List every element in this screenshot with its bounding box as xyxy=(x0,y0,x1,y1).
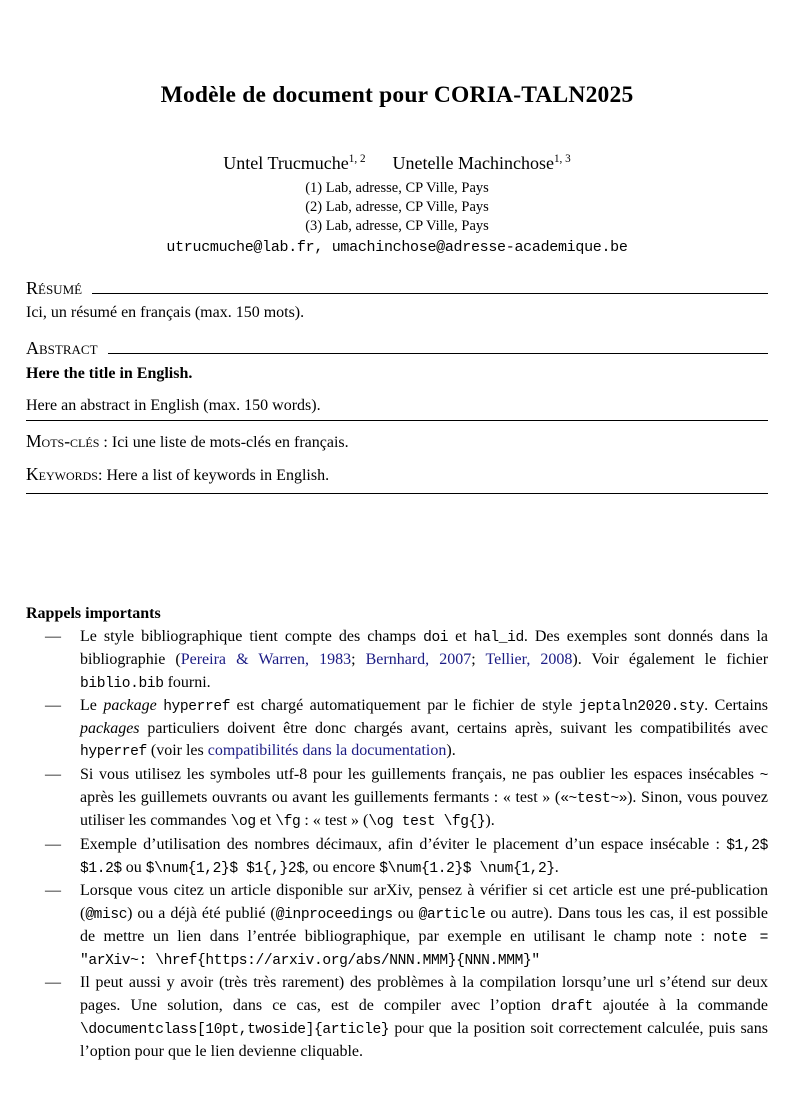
citation-link[interactable]: Bernhard, 2007 xyxy=(365,651,472,669)
text-segment: après les guillemets ouvrants ou avant les guillements fermants : « test » ( xyxy=(80,789,561,807)
list-item-text xyxy=(80,628,768,691)
code-inline: note = "arXiv~: \href{https://arxiv.org/abs/NNN.MMM}{NNN.MMM}" xyxy=(80,929,769,970)
text-segment: Untel Trucmuche xyxy=(223,153,349,173)
citation-link[interactable]: Pereira & Warren, 1983 xyxy=(180,651,352,669)
item-dash-marker: — xyxy=(45,628,61,645)
affiliation-line-3: (3) Lab, adresse, CP Ville, Pays xyxy=(305,218,489,234)
code-inline: ~ xyxy=(759,767,768,784)
affiliation-line-1: (1) Lab, adresse, CP Ville, Pays xyxy=(305,180,489,196)
text-segment: , ou encore xyxy=(304,858,380,876)
text-segment: et xyxy=(255,812,276,830)
item-dash-marker: — xyxy=(45,765,61,783)
keywords-text: Here a list of keywords in English. xyxy=(106,467,330,484)
abstract-rule xyxy=(108,353,768,354)
mots-cles-text: Ici une liste de mots-clés en français. xyxy=(111,434,349,451)
text-segment: ajoutée à la commande xyxy=(592,996,768,1014)
keywords-separator: : xyxy=(97,467,107,484)
code-inline: @article xyxy=(418,906,486,923)
text-segment: ou xyxy=(392,904,419,922)
text-segment: ) ou a déjà été publié ( xyxy=(127,904,276,922)
code-inline: \og test \fg{} xyxy=(368,814,486,831)
page-title: Modèle de document pour CORIA-TALN2025 xyxy=(160,82,634,108)
text-segment: . xyxy=(554,858,559,876)
list-item-text xyxy=(80,697,768,760)
resume-text: Ici, un résumé en français (max. 150 mots). xyxy=(26,304,305,321)
text-segment: Le style bibliographique tient compte des champs xyxy=(80,628,424,645)
abstract-block-bottom-rule xyxy=(26,493,768,494)
list-item xyxy=(26,834,768,881)
text-segment: package xyxy=(103,696,157,714)
code-inline: \documentclass[10pt,twoside]{article} xyxy=(80,1022,390,1039)
list-item xyxy=(26,695,768,764)
rappels-heading: Rappels importants xyxy=(26,605,161,622)
text-segment: fourni. xyxy=(163,673,211,691)
text-segment: packages xyxy=(80,720,140,738)
list-item xyxy=(26,972,768,1063)
author-affiliation-superscript: 1, 3 xyxy=(553,153,571,165)
affiliation-line-2: (2) Lab, adresse, CP Ville, Pays xyxy=(305,199,489,215)
citation-link[interactable]: Tellier, 2008 xyxy=(485,651,573,669)
text-segment: Si vous utilisez les symboles utf-8 pour les guillements français, ne pas oublier les espaces insécables xyxy=(80,765,760,783)
code-inline: draft xyxy=(550,998,593,1015)
affiliations-block xyxy=(26,179,768,236)
list-item-text xyxy=(80,974,768,1060)
code-inline: doi xyxy=(423,630,449,646)
text-segment: et xyxy=(448,628,474,645)
item-dash-marker: — xyxy=(45,835,61,853)
text-segment: Exemple d’utilisation des nombres décimaux, afin d’éviter le placement d’un espace insécable : xyxy=(80,835,727,853)
item-dash-marker: — xyxy=(45,696,61,714)
code-inline: \fg xyxy=(275,814,301,831)
keywords-line xyxy=(26,465,768,487)
author-affiliation-superscript: 1, 2 xyxy=(348,153,366,165)
code-inline: biblio.bib xyxy=(80,675,164,692)
text-segment: ). xyxy=(485,812,495,830)
text-segment: Il peut aussi y avoir (très très rarement) des problèmes à la compilation lorsqu’une url s’étend sur deux pages. Une solution, dans ce cas, est de compiler avec l’option xyxy=(80,974,768,1014)
code-inline: jeptaln2020.sty xyxy=(578,698,705,715)
code-inline: hal_id xyxy=(473,630,524,646)
list-item-text xyxy=(80,766,768,830)
resume-heading xyxy=(26,279,768,298)
text-segment: ou xyxy=(121,858,146,876)
author-emails[interactable]: utrucmuche@lab.fr, umachinchose@adresse-academique.be xyxy=(166,239,628,256)
text-segment: : « test » ( xyxy=(300,812,369,830)
rappels-list xyxy=(26,626,768,1064)
code-inline: $\num{1.2}$ \num{1,2} xyxy=(379,860,555,877)
list-item xyxy=(26,764,768,834)
code-inline: \og xyxy=(230,814,256,831)
list-item xyxy=(26,880,768,972)
resume-label: Résumé xyxy=(26,278,83,298)
code-inline: $\num{1,2}$ $1{,}2$ xyxy=(145,860,305,877)
english-title: Here the title in English. xyxy=(26,365,193,382)
text-segment: ou autre). Dans tous les cas, il est possible de mettre un lien dans l’entrée bibliographique, par exemple en utilisant le champ note : xyxy=(80,904,769,945)
item-dash-marker: — xyxy=(45,882,61,900)
code-inline: @inproceedings xyxy=(275,906,393,923)
resume-rule xyxy=(92,293,768,294)
code-inline: hyperref xyxy=(163,698,231,715)
item-dash-marker: — xyxy=(45,974,61,992)
abstract-heading xyxy=(26,339,768,358)
authors-line xyxy=(26,153,768,174)
text-segment: . Certains xyxy=(704,696,768,714)
list-item-text xyxy=(80,882,768,968)
doc-hyperlink[interactable]: compatibilités dans la documentation xyxy=(207,742,447,760)
text-segment: ). Sinon, vous pouvez utiliser les commandes xyxy=(80,789,768,830)
text-segment: ; xyxy=(351,651,366,669)
code-inline: «~test~» xyxy=(560,791,628,808)
mots-cles-label: Mots-clés xyxy=(26,431,100,451)
text-segment: ; xyxy=(471,651,486,669)
mots-cles-separator: : xyxy=(99,434,112,451)
list-item-text xyxy=(80,836,768,876)
text-segment: (voir les xyxy=(146,742,208,760)
code-inline: $1,2$ $1.2$ xyxy=(80,837,768,877)
text-segment: ). Voir également le fichier xyxy=(572,651,769,669)
text-segment: Unetelle Machinchose xyxy=(392,153,554,173)
english-abstract: Here an abstract in English (max. 150 words). xyxy=(26,395,768,421)
list-item xyxy=(26,626,768,695)
text-segment: pour que la position soit correctement calculée, puis sans l’option pour que le lien devienne cliquable. xyxy=(80,1020,768,1061)
mots-cles-line xyxy=(26,432,768,454)
code-inline: @misc xyxy=(85,906,128,923)
text-segment: particuliers doivent être donc chargés avant, certains après, suivant les compatibilités avec xyxy=(139,720,768,738)
keywords-label: Keywords xyxy=(26,464,98,484)
text-segment: Lorsque vous citez un article disponible sur arXiv, pensez à vérifier si cet article est une pré-publication ( xyxy=(80,882,768,922)
text-segment: Le xyxy=(80,696,104,714)
code-inline: hyperref xyxy=(80,744,147,761)
text-segment: ). xyxy=(446,742,456,760)
text-segment: est chargé automatiquement par le fichier de style xyxy=(230,696,579,714)
abstract-label: Abstract xyxy=(26,338,98,358)
text-segment: . Des exemples sont donnés dans la bibliographie ( xyxy=(80,628,769,669)
